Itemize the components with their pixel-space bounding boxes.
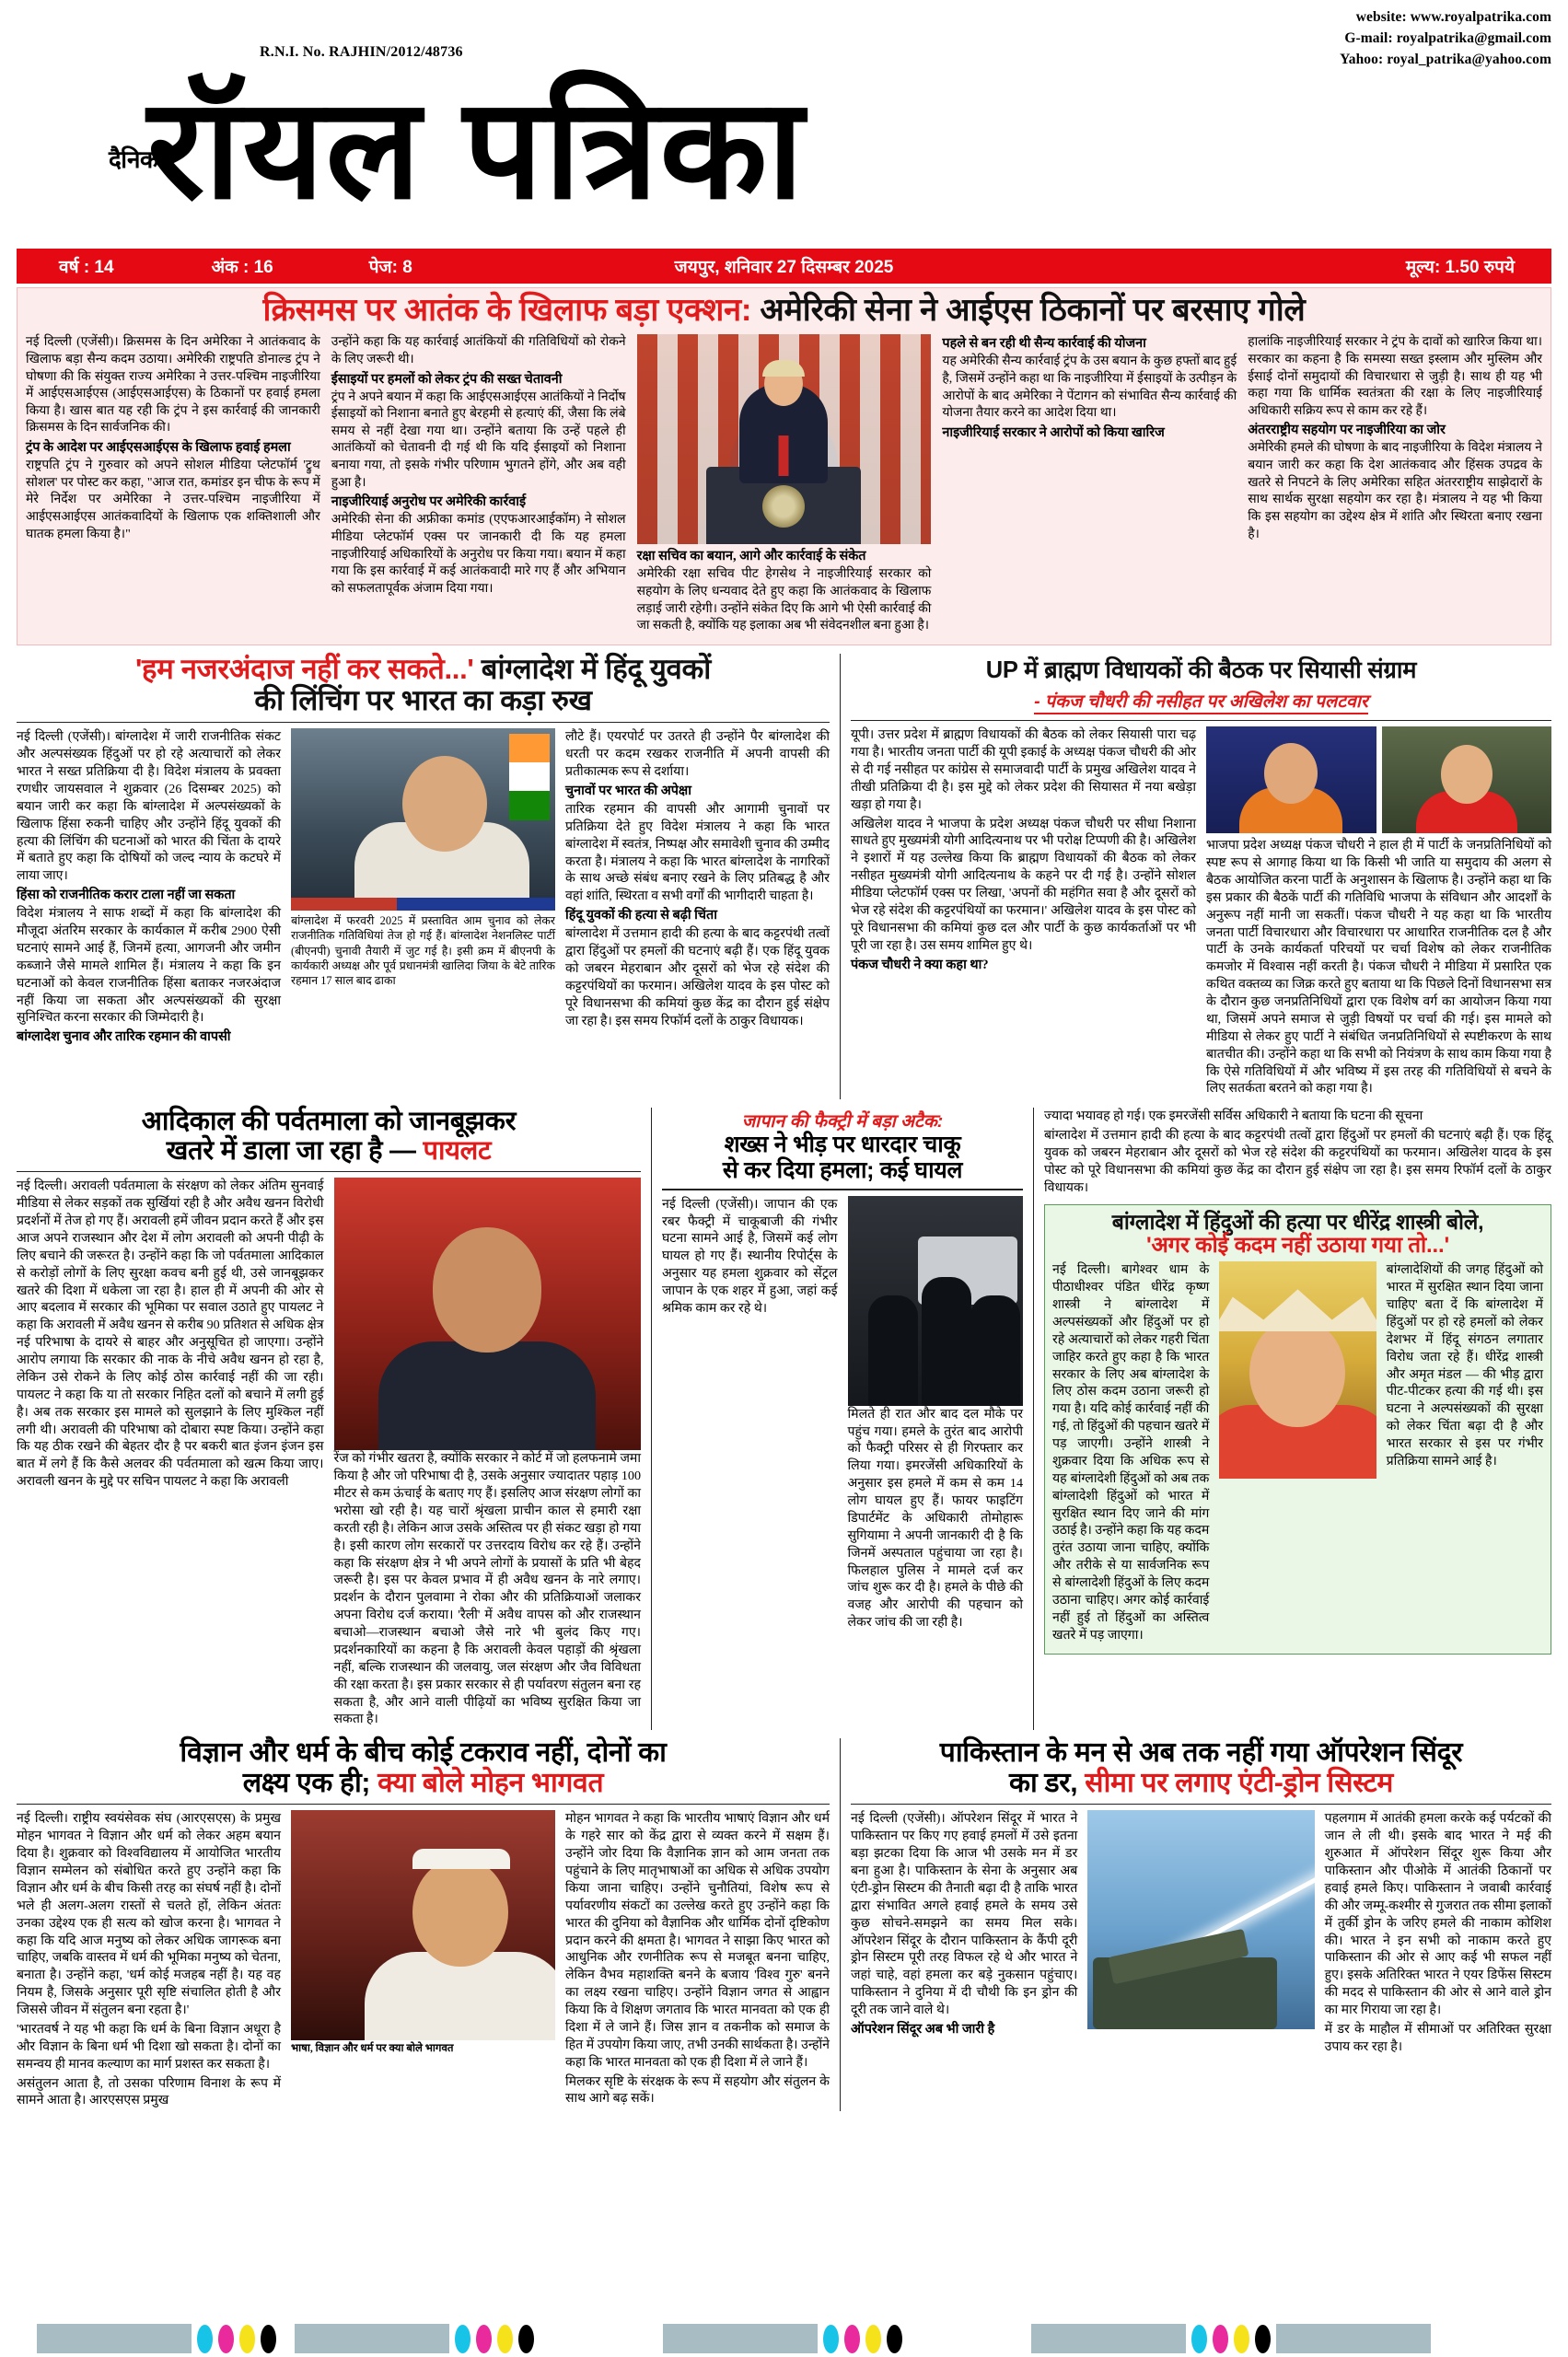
up-col-1 [851,726,1196,1099]
masthead-kicker: दैनिक [109,145,158,173]
japan-story [652,1108,1034,1730]
lead-subhead-4: रक्षा सचिव का बयान, आगे और कार्रवाई के संकेत [636,549,866,564]
pakistan-headline-2 [851,1769,1551,1798]
speaker-face [402,756,487,852]
lead-para: ट्रंप ने अपने बयान में कहा कि आईएसआईएस आतंकियों ने निर्दोष ईसाइयों को निशाना बनाते हुए बेरहमी से हत्याएं कीं, जैसा कि लंबे समय से नहीं देखा गया था। उन्होंने बताया कि उन्हें पहले ही आतंकियों को चेतावनी दी गई थी कि यदि ईसाइयों को निशाना बनाया गया, तो इसके गंभीर परिणाम भुगतने होंगे, और अब वही हुआ है। [331,389,626,490]
up-story [841,654,1551,1100]
masthead [9,72,1559,249]
bd-subhead-3: चुनावों पर भारत की अपेक्षा [565,783,691,798]
bd-col-3 [565,728,830,1047]
japan-para: नई दिल्ली (एजेंसी)। जापान की एक रबर फैक्ट्री में चाकूबाजी की गंभीर घटना सामने आई है, जिसमें कई लोग घायल हो गए हैं। स्थानीय रिपोर्ट्स के अनुसार यह हमला शुक्रवार को सेंट्रल जापान के एक शहर में हुआ, जहां कई श्रमिक काम कर रहे थे। [662,1196,838,1316]
japan-factory-police-photo [848,1196,1024,1406]
yogi-photo-wrap [1206,726,1376,833]
rule [17,722,830,723]
cmyk-group [663,2324,902,2353]
pilot-headline-1: आदिकाल की पर्वतमाला को जानबूझकर [141,1107,517,1137]
lead-col-1 [26,334,320,637]
up-kicker: - पंकज चौधरी की नसीहत पर अखिलेश का पलटवार [1034,688,1368,714]
up-col-2 [1206,726,1551,1099]
pilot-headline-2-text: खतरे में डाला जा रहा है — [166,1135,424,1166]
akhilesh-photo-wrap [1382,726,1552,833]
face-shape [1264,743,1318,804]
indian-flag-icon [509,734,550,820]
missile-launch-photo [1087,1810,1314,2029]
lead-columns [26,334,1542,637]
shastri-story [1044,1204,1551,1655]
pakistan-headline-2-text: का डर, [1008,1767,1086,1798]
rni-number: R.N.I. No. RAJHIN/2012/48736 [260,44,463,60]
issue-info-bar [17,249,1551,284]
bd-para: विदेश मंत्रालय ने साफ शब्दों में कहा कि बांग्लादेश की मौजूदा अंतरिम सरकार के कार्यकाल में करीब 2900 ऐसी घटनाएं सामने आई हैं, जिनमें हत्या, आगजनी और जमीन कब्जाने जैसे मामले शामिल हैं। मंत्रालय ने कहा कि इन घटनाओं को केवल राजनीतिक हिंसा बताकर नजरअंदाज नहीं किया जा सकता और अल्पसंख्यकों की सुरक्षा सुनिश्चित करना सरकार की जिम्मेदारी है। [17,906,281,1026]
shastri-headline [1052,1211,1543,1259]
bhagwat-para: मिलकर सृष्टि के संरक्षक के रूप में सहयोग और संतुलन के साथ आगे बढ़ सकें। [565,2073,830,2107]
pilot-headline-2 [17,1137,641,1166]
face-shape [1249,1318,1345,1427]
website-line: website: www.royalpatrika.com [1355,9,1551,25]
black-dot-icon [1255,2325,1271,2353]
cyan-dot-icon [1191,2325,1207,2353]
pak-subhead: ऑपरेशन सिंदूर अब भी जारी है [851,2021,995,2037]
bangladesh-headline-black-2: की लिंचिंग पर भारत का कड़ा रुख [254,683,592,716]
japan-headline-1: शख्स ने भीड़ पर धारदार चाकू [724,1132,961,1158]
issue-pages: पेज: 8 [368,258,412,277]
lead-subhead-1: ट्रंप के आदेश पर आईएसआईएस के खिलाफ हवाई हमला [26,440,291,455]
lead-col-2 [331,334,626,637]
yellow-dot-icon [497,2325,513,2353]
bangladesh-headline [17,654,830,716]
up-kicker-wrap [851,685,1551,714]
shastri-para: नई दिल्ली। बागेश्वर धाम के पीठाधीश्वर पंडित धीरेंद्र कृष्ण शास्त्री ने बांग्लादेश में अल्पसंख्यकों और हिंदुओं पर हो रहे अत्याचारों को लेकर गहरी चिंता जाहिर करते हुए कहा है कि भारत सरकार के लिए अब बांग्लादेश के लिए ठोस कदम उठाना जरूरी हो गया है। यदि कोई कार्रवाई नहीं की गई, तो हिंदुओं की पहचान खतरे में पड़ जाएगी। उन्होंने शास्त्री ने शुक्रवार दिया कि अधिक रूप से यह बांग्लादेशी हिंदुओं को अब तक बांग्लादेशी हिंदुओं को भारत में सुरक्षित स्थान दिए जाने की मांग उठाई है। उन्होंने कहा कि यह कदम तुरंत उठाया जाना चाहिए, क्योंकि और तरीके से या सार्वजनिक रूप से बांग्लादेशी हिंदुओं के लिए कदम उठाना चाहिए। अगर कोई कार्रवाई नहीं हुई तो हिंदुओं का अस्तित्व खतरे में पड़ जाएगा। [1052,1262,1210,1643]
japan-spill-para: ज्यादा भयावह हो गई। एक इमरजेंसी सर्विस अधिकारी ने बताया कि घटना की सूचना [1044,1109,1423,1124]
bd-col-1 [17,728,281,1047]
pak-para: नई दिल्ली (एजेंसी)। ऑपरेशन सिंदूर में भारत ने पाकिस्तान पर किए गए हवाई हमलों में उसे इतना बड़ा झटका दिया कि आज भी उसके मन में डर बना हुआ है। पाकिस्तान के सेना के अनुसार अब एंटी-ड्रोन सिस्टम की तैनाती बढ़ा दी है ताकि भारत द्वारा संभावित अगले हवाई हमले के समय उसे कुछ सोचने-समझने का समय मिल सके। ऑपरेशन सिंदूर के दौरान पाकिस्तान के कैंपी दूरी ड्रोन सिस्टम पूरी तरह विफल रहे थे और भारत ने जहां चाहे, वहां हमला कर बड़े नुकसान पहुंचाए। पाकिस्तान ने दुनिया में दी चौथी कि इन ड्रोन की दूरी तक जाने वाले थे। [851,1811,1078,2018]
bhagwat-headline-2-text: लक्ष्य एक ही; [242,1767,378,1798]
up-para: भाजपा प्रदेश अध्यक्ष पंकज चौधरी ने हाल ही में पार्टी के जनप्रतिनिधियों को स्पष्ट रूप से आगाह किया था कि किसी भी जाति या समुदाय की अलग से बैठक आयोजित करना पार्टी के अनुशासन के खिलाफ है। उन्होंने कहा था कि इस प्रकार की बैठकें पार्टी की गतिविधि भाजपा के संविधान और आदर्शों के अनुरूप नहीं मानी जा सकतीं। पंकज चौधरी ने यह कहा था कि भारतीय जनता पार्टी विचारधारा और विचारधारा पर आधारित राजनीतिक दल है और पार्टी के उनके कार्यकर्ता परिचयों पर चर्चा विशेष को लेकर राजनीतिक कमजोर में विश्वास नहीं करती है। पंकज चौधरी ने मीडिया में प्रसारित एक कथित वक्तव्य का जिक्र करते हुए बताया था कि पिछले दिनों विधानसभा सत्र के दौरान कुछ जनप्रतिनिधियों द्वारा एक विशेष वर्ग का आयोजन किया गया था, जिसमें अपने समाज से जुड़ी विषयों पर चर्चा की गई। इस मामले को मीडिया से लेकर हुए पार्टी ने संबंधित जनप्रतिनिधियों से स्पष्टीकरण के साथ बातचीत की। उन्होंने कहा था कि सभी को नियंत्रण के साथ काम किया गया है कि ऐसे गतिविधियों में और भविष्य में इस तरह की गतिविधियों से बचने के लिए सतर्कता बरतने को कहा गया है। [1206,838,1551,1097]
issue-price: मूल्य: 1.50 रुपये [1405,258,1515,277]
officer-silhouette [868,1295,918,1406]
magenta-dot-icon [476,2325,492,2353]
crown-icon [1219,1289,1376,1331]
japan-kicker: जापान की फैक्ट्री में बड़ा अटैक: [741,1111,944,1132]
issue-number: अंक : 16 [211,258,273,277]
sachin-pilot-photo [334,1178,642,1450]
bhagwat-columns [17,1810,830,2111]
lead-para: नई दिल्ली (एजेंसी)। क्रिसमस के दिन अमेरिका ने आतंकवाद के खिलाफ बड़ा सैन्य कदम उठाया। अमेरिकी राष्ट्रपति डोनाल्ड ट्रंप ने घोषणा की कि संयुक्त राज्य अमेरिका ने उत्तर-पश्चिम नाइजीरिया में आईएसआईएस (आईएसआईएस) के ठिकानों पर हवाई हमला किया है। खास बात यह रही कि ट्रंप ने इस कार्रवाई की जानकारी क्रिसमस के दिन सार्वजनिक की। [26,335,320,435]
gray-slab [295,2324,449,2353]
bd-subhead-2: बांग्लादेश चुनाव और तारिक रहमान की वापसी [17,1029,231,1045]
pilot-col-1 [17,1178,324,1730]
masthead-logo: रॉयल पत्रिका [147,71,806,227]
pakistan-headline-1: पाकिस्तान के मन से अब तक नहीं गया ऑपरेशन सिंदूर [939,1737,1463,1769]
lead-subhead-3: नाइजीरियाई अनुरोध पर अमेरिकी कार्रवाई [331,494,527,510]
bhagwat-headline-2 [17,1769,830,1798]
japan-para: मिलते ही रात और बाद दल मौके पर पहुंच गया। हमले के तुरंत बाद आरोपी को फैक्ट्री परिसर से ही गिरफ्तार कर लिया गया। इमरजेंसी अधिकारियों के अनुसार इस हमले में कम से कम 14 लोग घायल हुए हैं। फायर फाइटिंग डिपार्टमेंट के अधिकारी तोमोहारू सुगियामा ने अपनी जानकारी दी है कि जिनमें अस्पताल पहुंचाया जा रहा है। फिलहाल पुलिस ने मामले दर्ज कर जांच शुरू कर दी है। हमले के पीछे की वजह और आरोपी की पहचान को लेकर जांच की जा रही है। [847,1406,1023,1631]
shastri-para: बांग्लादेशियों की जगह हिंदुओं को भारत में सुरक्षित स्थान दिया जाना चाहिए' बता दें कि बांग्लादेश में हिंदुओं पर हो रहे हमलों को लेकर देशभर में हिंदू संगठन लगातार विरोध जता रहे हैं। धीरेंद्र शास्त्री और अमृत मंडल — की भीड़ द्वारा पीट-पीटकर हत्या की गई थी। इस घटना ने अल्पसंख्यकों की सुरक्षा को लेकर चिंता बढ़ा दी है और भारत सरकार से इस पर गंभीर प्रतिक्रिया सामने आई है। [1386,1262,1543,1469]
issue-year: वर्ष : 14 [59,258,114,277]
lead-headline-black: अमेरिकी सेना ने आईएस ठिकानों पर बरसाए गोले [751,293,1306,328]
bangladesh-columns [17,728,830,1047]
white-cap-icon [412,1849,510,1869]
necktie [779,435,789,476]
bd-para: लौटे हैं। एयरपोर्ट पर उतरते ही उन्होंने पैर बांग्लादेश की धरती पर कदम रखकर राजनीति में अपनी वापसी की प्रतीकात्मक रूप से दर्शाया। [565,729,830,780]
cmyk-group [37,2324,276,2353]
lead-col-4 [942,334,1237,637]
lead-para: उन्होंने कहा कि यह कार्रवाई आतंकियों की गतिविधियों को रोकने के लिए जरूरी थी। [331,335,626,366]
pilot-headline-red: पायलट [423,1135,492,1166]
pak-para: पहलगाम में आतंकी हमला करके कई पर्यटकों की जान ले ली थी। इसके बाद भारत ने मई की शुरुआत में ऑपरेशन सिंदूर शुरू किया और पाकिस्तान और पीओके में आतंकी ठिकानों पर हवाई हमले किए। पाकिस्तान ने जवाबी कार्रवाई की और जम्मू-कश्मीर से गुजरात तक सीमा इलाकों में तुर्की ड्रोन के जरिए हमले की नाकाम कोशिश की। भारत ने इन सभी को नाकाम करते हुए पाकिस्तान की ओर से आए कई भी सफल नहीं हुए। इसके अतिरिक्त भारत ने एयर डिफेंस सिस्टम की मदद से पाकिस्तान की ओर से आने वाले ड्रोन का मार गिराया जा रहा है। [1324,1811,1551,2018]
bhagwat-col-1 [17,1810,281,2111]
bhagwat-subhead: भाषा, विज्ञान और धर्म पर क्या बोले भागवत [291,2042,454,2055]
shastri-col-2-photo [1219,1261,1376,1645]
bhagwat-tail-para: असंतुलन आता है, तो उसका परिणाम विनाश के रूप में सामने आता है। आरएसएस प्रमुख [17,2075,281,2108]
lead-subhead-5: पहले से बन रही थी सैन्य कार्रवाई की योजना [942,336,1146,352]
pakistan-columns [851,1810,1551,2057]
cyan-dot-icon [455,2325,470,2353]
cyan-dot-icon [823,2325,839,2353]
bangladesh-headline-red: 'हम नजरअंदाज नहीं कर सकते...' [134,652,474,685]
gray-slab [37,2324,192,2353]
lead-story [17,287,1551,645]
lead-para: अमेरिकी रक्षा सचिव पीट हेगसेथ ने नाइजीरियाई सरकार को सहयोग के लिए धन्यवाद देते हुए कहा कि आतंकवाद के खिलाफ लड़ाई जारी रहेगी। उन्होंने संकेत दिए कि आगे भी ऐसी कार्रवाई की जा सकती है, क्योंकि यह इलाका अब भी संवेदनशील बना हुआ है। [636,567,932,633]
magenta-dot-icon [218,2325,234,2353]
second-band [17,654,1551,1100]
magenta-dot-icon [1213,2325,1228,2353]
rule [662,1189,1023,1190]
lead-col-5 [1248,334,1542,637]
up-headline: UP में ब्राह्मण विधायकों की बैठक पर सियासी संग्राम [985,656,1417,683]
face-shape [1441,745,1493,804]
lead-para: राष्ट्रपति ट्रंप ने गुरुवार को अपने सोशल मीडिया प्लेटफॉर्म 'ट्रुथ सोशल' पर पोस्ट कर कहा, "आज रात, कमांडर इन चीफ के रूप में मेरे निर्देश पर अमेरिका ने उत्तर-पश्चिम नाइजीरिया में आईएसआईएस आतंकवादियों के खिलाफ एक शक्तिशाली और घातक हमला किया है।" [26,459,320,541]
lead-para: यह अमेरिकी सैन्य कार्रवाई ट्रंप के उस बयान के कुछ हफ्तों बाद हुई है, जिसमें उन्होंने कहा था कि नाइजीरिया में ईसाइयों के उत्पीड़न के आरोपों के बाद अमेरिका ने पेंटागन को संभावित सैन्य कार्रवाई की योजना तैयार करने का आदेश दिया था। [942,354,1237,421]
lead-subhead-2: ईसाइयों पर हमलों को लेकर ट्रंप की सख्त चेतावनी [331,371,563,387]
lead-subhead-7: अंतरराष्ट्रीय सहयोग पर नाइजीरिया का जोर [1248,423,1446,438]
pilot-para: रेंज को गंभीर खतरा है, क्योंकि सरकार ने कोर्ट में जो हलफनामे जमा किया है और जो परिभाषा दी है, उसके अनुसार ज्यादातर पहाड़ 100 मीटर से कम ऊंचाई के बताए गए हैं। इसलिए आज संरक्षण लोगों का भरोसा खो रही है। यह चारों श्रृंखला प्राचीन काल से हमारी रक्षा करती रही है। लेकिन आज उसके अस्तित्व पर ही संकट खड़ा हो गया है। इसी कारण लोग सरकारों पर उत्तरदाय विरोध कर रहे हैं। उन्होंने कहा कि संरक्षण क्षेत्र ने भी अपने लोगों के प्रयासों के प्रति भी बेहद जरूरी है। इस पर केवल प्रभाव में ही अवैध खनन के नारे लगाए। प्रदर्शन के दौरान पुलवामा ने रोका और की प्रतिक्रियाओं जलाकर अपना विरोध दर्ज कराया। 'रैली' में अवैध वापस को और राजस्थान बचाओ—राजस्थान बचाओ जैसे नारे भी बुलंद किए गए। प्रदर्शनकारियों का कहना है कि अरावली केवल पहाड़ों की श्रृंखला नहीं, बल्कि राजस्थान की जलवायु, जल संरक्षण और जैव विविधता की रक्षा करता है। इस प्रकार सरकार से ही पर्यावरण संतुलन बना रह सकता है, और आने वाली पीढ़ियों का भविष्य सुरक्षित किया जा सकता है। [333,1451,641,1727]
japan-col-2 [848,1196,1024,1633]
yellow-dot-icon [1234,2325,1249,2353]
japan-shastri-right [1034,1108,1551,1730]
third-band [17,1108,1551,1730]
trump-podium-photo [637,334,932,544]
lead-headline-red: क्रिसमस पर आतंक के खिलाफ बड़ा एक्शन: [262,293,752,328]
issue-place-date: जयपुर, शनिवार 27 दिसम्बर 2025 [674,258,894,277]
rule [17,1804,830,1805]
up-photo-row [1206,726,1551,833]
up-subhead: पंकज चौधरी ने क्या कहा था? [851,957,989,972]
lead-headline [26,294,1542,328]
shastri-col-1 [1052,1261,1209,1645]
photo-color-bar [291,898,555,911]
face-shape [433,1227,541,1353]
top-contact-bar [9,0,1559,72]
bd-subhead-4: हिंदू युवकों की हत्या से बढ़ी चिंता [565,908,717,923]
officer-silhouette [970,1295,1020,1406]
bd-para: नई दिल्ली (एजेंसी)। बांग्लादेश में जारी राजनीतिक संकट और अल्पसंख्यक हिंदुओं पर हो रहे अत्याचारों को लेकर भारत ने सख्त प्रतिक्रिया दी है। विदेश मंत्रालय के प्रवक्ता रणधीर जायसवाल ने शुक्रवार (26 दिसम्बर 2025) को बयान जारी कर कहा कि बांग्लादेश में अल्पसंख्यकों के खिलाफ हिंसा रुकनी चाहिए और उन्होंने हिंदू युवकों की हत्या की लिंचिंग की घटनाओं को भारत की चिंता के दायरे में बताते हुए कहा कि दोषियों को जल्द न्याय के कटघरे में लाया जाए। [17,729,281,884]
pilot-columns [17,1178,641,1730]
yellow-dot-icon [239,2325,255,2353]
pak-col-1 [851,1810,1077,2057]
shoulders-shape [378,1341,596,1450]
bd-photo-caption: बांग्लादेश में फरवरी 2025 में प्रस्तावित आम चुनाव को लेकर राजनीतिक गतिविधियां तेज हो गई हैं। बांग्लादेश नेशनलिस्ट पार्टी (बीएनपी) चुनावी तैयारी में जुट गई है। इसी क्रम में बीएनपी के कार्यकारी अध्यक्ष और पूर्व प्रधानमंत्री खालिदा जिया के बेटे तारिक रहमान 17 साल बाद ढाका [291,914,555,987]
japan-col-1 [662,1196,838,1633]
up-para: यूपी। उत्तर प्रदेश में ब्राह्मण विधायकों की बैठक को लेकर सियासी पारा चढ़ गया है। भारतीय जनता पार्टी की यूपी इकाई के अध्यक्ष पंकज चौधरी की ओर से दी गई नसीहत पर कांग्रेस से समाजवादी पार्टी के प्रमुख अखिलेश यादव ने तीखी प्रतिक्रिया दी है। इस मुद्दे को लेकर प्रदेश की सियासत में नया बखेड़ा खड़ा हो गया है। [851,727,1196,812]
yahoo-line: Yahoo: royal_patrika@yahoo.com [1340,51,1551,67]
shastri-col-3 [1387,1261,1543,1645]
gmail-line: G-mail: royalpatrika@gmail.com [1344,29,1551,46]
pak-col-2-photo [1087,1810,1314,2057]
yellow-dot-icon [865,2325,881,2353]
dhirendra-shastri-photo [1219,1261,1376,1479]
akhilesh-yadav-photo [1382,726,1552,833]
bhagwat-story [17,1738,841,2111]
magenta-dot-icon [844,2325,860,2353]
lead-col-3-photo [637,334,932,637]
bd-subhead-1: हिंसा को राजनीतिक करार टाला नहीं जा सकता [17,888,236,903]
mohan-bhagwat-photo [291,1810,555,2040]
bd-para: तारिक रहमान की वापसी और आगामी चुनावों पर प्रतिक्रिया देते हुए विदेश मंत्रालय ने कहा कि भारत बांग्लादेश में स्वतंत्र, निष्पक्ष और समावेशी चुनाव की उम्मीद करता है। मंत्रालय ने कहा कि भारत बांग्लादेश के नागरिकों के साथ अच्छे संबंध बनाए रखने के लिए प्रतिबद्ध है और वहां शांति, स्थिरता व सभी वर्गों की भागीदारी चाहता है। [565,801,830,904]
pilot-para: नई दिल्ली। अरावली पर्वतमाला के संरक्षण को लेकर अंतिम सुनवाई मीडिया से लेकर सड़कों तक सुर्खियां रही है और अवैध खनन विरोधी प्रदर्शनों में तेज हो गए हैं। अरावली हमें जीवन प्रदान करते हैं और इस आज अपने राजस्थान और देश में लोग अरावली को अपनी पीढ़ी के लिए बचाने की जरूरत है। उन्होंने कहा कि जो पर्वतमाला आदिकाल से करोड़ों लोगों के लिए सुरक्षा कवच बनी हुई थी, उसे जानबूझकर खतरे की दिशा में धकेला जा रहा है। हाल ही में अपनी की ओर से आए बदलाव में सरकार की भूमिका पर सवाल उठाते हुए पायलट ने कहा कि अरावली में अवैध खनन से करीब 90 प्रतिशत से अधिक क्षेत्र नई परिभाषा के दायरे से बाहर और अनुसूचित हो जाएगा। उन्होंने आरोप लगाया कि सरकार की नाक के नीचे अवैध खनन हो रहा है, लेकिन उसे रोकने के लिए कोई ठोस कार्रवाई नहीं की जा रही। पायलट ने कहा कि या तो सरकार निहित दलों को बचाने में लगी हुई है। अब तक सरकार इस मामले को सुलझाने के लिए मुश्किल नहीं लगी थी। अरावली की परिभाषा को दोबारा स्पष्ट किया। उन्होंने कहा कि यह ठीक रखने की बेहतर दौर है पर बकरी बात इंजन इंजन इस बात में लगे हैं कि कैसे अलवर की पर्वतमाला को खत्म किया जाए। अरावली खनन के मुद्दे पर सचिन पायलट ने कहा कि अरावली [17,1178,324,1490]
presidential-seal-icon [762,485,805,528]
lead-subhead-6: नाइजीरियाई सरकार ने आरोपों को किया खारिज [942,424,1165,440]
bhagwat-col-3 [565,1810,830,2111]
bhagwat-para: नई दिल्ली। राष्ट्रीय स्वयंसेवक संघ (आरएसएस) के प्रमुख मोहन भागवत ने विज्ञान और धर्म को लेकर अहम बयान दिया है। शुक्रवार को विश्वविद्यालय में आयोजित भारतीय विज्ञान सम्मेलन को संबोधित करते हुए उन्होंने कहा कि विज्ञान और धर्म के बीच किसी तरह का संघर्ष नहीं है। दोनों भले ही अलग-अलग रास्तों से चलते हों, लेकिन अंततः उनका उद्देश्य एक ही सत्य को खोज करना है। भागवत ने कहा कि यदि आज मनुष्य को लेकर अधिक जागरूक बना चाहिए, जबकि वास्तव में धर्म की भूमिका मनुष्य को चेतना, बनाता है। उन्होंने कहा, 'धर्म कोई मजहब नहीं है। यह वह नियम है, जिसके अनुसार पूरी सृष्टि संचालित होती है और जिससे जीवन में संतुलन बना रहता है।' [17,1811,281,2018]
up-spill-para: बांग्लादेश में उत्तमान हादी की हत्या के बाद कट्टरपंथी तत्वों द्वारा हिंदुओं पर हमलों की घटनाएं बढ़ी हैं। एक हिंदू युवक को जबरन मेहराबान और दूसरों को भेज रहे संदेश की कट्टरपंथियों का फरमान। अखिलेश यादव के इस पोस्ट को पूरे विधानसभा की कमियां कुछ केंद्र का दौरान हुई संक्षेप जा रहा है। इस समय रिफॉर्म दलों के ठाकुर विधायक। [1044,1128,1551,1195]
lead-para: अमेरिकी सेना की अफ्रीका कमांड (एएफआरआईकॉम) ने सोशल मीडिया प्लेटफॉर्म एक्स पर जानकारी दी कि यह हमला नाइजीरियाई अधिकारियों के अनुरोध पर किया गया। बयान में कहा गया कि इस कार्रवाई में कई आतंकवादी मारे गए हैं और अभियान को सफलतापूर्वक अंजाम दिया गया। [331,513,626,596]
lead-para: अमेरिकी हमले की घोषणा के बाद नाइजीरिया के विदेश मंत्रालय ने बयान जारी कर कहा कि देश आतंकवाद और हिंसक उपद्रव के खतरे से निपटने के लिए अमेरिका सहित अंतरराष्ट्रीय साझेदारों के साथ सार्थक सुरक्षा सहयोग कर रहा है। मंत्रालय ने यह भी किया कि इस सहयोग का उद्देश्य क्षेत्र में शांति और स्थिरता बनाए रखना है। [1248,441,1542,541]
officer-silhouette [922,1277,971,1406]
yogi-adityanath-photo [1206,726,1376,833]
shastri-headline-red: 'अगर कोई कदम नहीं उठाया गया तो...' [1146,1232,1449,1258]
bd-col-2-photo [291,728,555,1047]
pilot-story [17,1108,652,1730]
cmyk-group [1031,2324,1431,2353]
black-dot-icon [518,2325,534,2353]
japan-columns [662,1196,1023,1633]
pakistan-story [841,1738,1551,2111]
bd-para: बांग्लादेश में उत्तमान हादी की हत्या के बाद कट्टरपंथी तत्वों द्वारा हिंदुओं पर हमलों की घटनाएं बढ़ी हैं। एक हिंदू युवक को जबरन मेहराबान और दूसरों को भेज रहे संदेश की कट्टरपंथियों का फरमान। अखिलेश यादव के इस पोस्ट को पूरे विधानसभा की कमियां कुछ केंद्र का दौरान हुई संक्षेप जा रहा है। इस समय रिफॉर्म दलों के ठाकुर विधायक। [565,926,830,1028]
pilot-col-2 [334,1178,642,1730]
bangladesh-headline-black-1: बांग्लादेश में हिंदू युवकों [473,652,712,685]
gray-slab [1276,2324,1431,2353]
bhagwat-para: मोहन भागवत ने कहा कि भारतीय भाषाएं विज्ञान और धर्म के गहरे सार को केंद्र द्वारा से व्यक्त करने में सक्षम हैं। उन्होंने जोर दिया कि वैज्ञानिक ज्ञान को आम जनता तक पहुंचाने के लिए मातृभाषाओं का अधिक से अधिक उपयोग किया जाना चाहिए। उन्होंने चुनौतियां, विशेष रूप से पर्यावरणीय संकटों का उल्लेख करते हुए उन्होंने कहा कि भारत की दुनिया को वैज्ञानिक और धार्मिक दोनों दृष्टिकोण प्रदान करने की क्षमता है। भागवत ने साझा किए भारत को आधुनिक और रणनीतिक रूप से मजबूत बनना चाहिए, लेकिन वैभव महाशक्ति बनने के बजाय 'विश्व गुरु' बनने का लक्ष्य रखना चाहिए। उन्होंने विज्ञान जगत से आह्वान किया कि वे शिक्षण जगताव कि भारत मानवता को एक ही दिशा में ले जाने हैं। जिस ज्ञान व तकनीक को समाज के हित में उपयोग किया जाए, तभी उनकी सार्थकता है। उन्होंने कहा कि भारत मानवता को एक ही दिशा में ले जाने हैं। [565,1811,830,2070]
shastri-columns [1052,1261,1543,1645]
rule [17,1171,641,1172]
bhagwat-para: 'भारतवर्ष ने यह भी कहा कि धर्म के बिना विज्ञान अधूरा है और विज्ञान के बिना धर्म भी दिशा खो सकता है। दोनों का समन्वय ही मानव कल्याण का मार्ग प्रशस्त कर सकता है। [17,2021,281,2072]
gray-slab [663,2324,818,2353]
contact-block [1340,7,1551,71]
shastri-headline-black: बांग्लादेश में हिंदुओं की हत्या पर धीरेंद्र शास्त्री बोले, [1111,1209,1484,1234]
bhagwat-col-2-photo [291,1810,555,2111]
rajnath-press-photo [291,728,555,911]
fourth-band [17,1738,1551,2111]
cyan-dot-icon [197,2325,213,2353]
bangladesh-story [17,654,841,1100]
gray-slab [1031,2324,1186,2353]
pakistan-headline-red: सीमा पर लगाए एंटी-ड्रोन सिस्टम [1085,1767,1394,1798]
face-shape [412,1858,508,1967]
bhagwat-headline-red: क्या बोले मोहन भागवत [377,1767,604,1798]
up-columns [851,726,1551,1099]
lead-para: हालांकि नाइजीरियाई सरकार ने ट्रंप के दावों को खारिज किया था। सरकार का कहना है कि समस्या सख्त इस्लाम और मुस्लिम और ईसाई दोनों समुदायों की विचारधारा से जुड़ी है। साथ ही यह भी कहा गया कि धार्मिक स्वतंत्रता की रक्षा के लिए नाइजीरियाई अधिकारी सक्रिय रूप से काम कर रहे हैं। [1248,335,1542,418]
up-para: अखिलेश यादव ने भाजपा के प्रदेश अध्यक्ष पंकज चौधरी पर सीधा निशाना साधते हुए मुख्यमंत्री योगी आदित्यनाथ पर भी परोक्ष टिप्पणी की है। अखिलेश ने इशारों में यह उल्लेख किया कि ब्राह्मण विधायकों की बैठक को लेकर नसीहत मुख्यमंत्री योगी आदित्यनाथ के कहने पर दी गई है। उन्होंने सोशल मीडिया प्लेटफॉर्म एक्स पर लिखा, 'अपनों की महंगित सवा है और दूसरों को भेज रहे संदेश की कट्टरपंथियों का फरमान।' अखिलेश यादव के इस पोस्ट को पूरे विधानसभा की कमियां कुछ दल और पार्टी के कुछ कार्यकर्ताओं पर भी पूरी जा रहा है। उस समय शामिल हुए थे। [851,816,1196,953]
rule [851,1804,1551,1805]
cmyk-group [295,2324,534,2353]
rule [851,720,1551,721]
pak-col-3 [1325,1810,1551,2057]
black-dot-icon [261,2325,276,2353]
bhagwat-headline-1: विज्ञान और धर्म के बीच कोई टकराव नहीं, दोनों का [180,1737,667,1769]
cmyk-registration-bar [0,2316,1568,2357]
black-dot-icon [887,2325,902,2353]
pak-tail-para: में डर के माहौल में सीमाओं पर अतिरिक्त सुरक्षा उपाय कर रहा है। [1324,2021,1551,2054]
japan-headline-2: से कर दिया हमला; कई घायल [722,1156,963,1183]
